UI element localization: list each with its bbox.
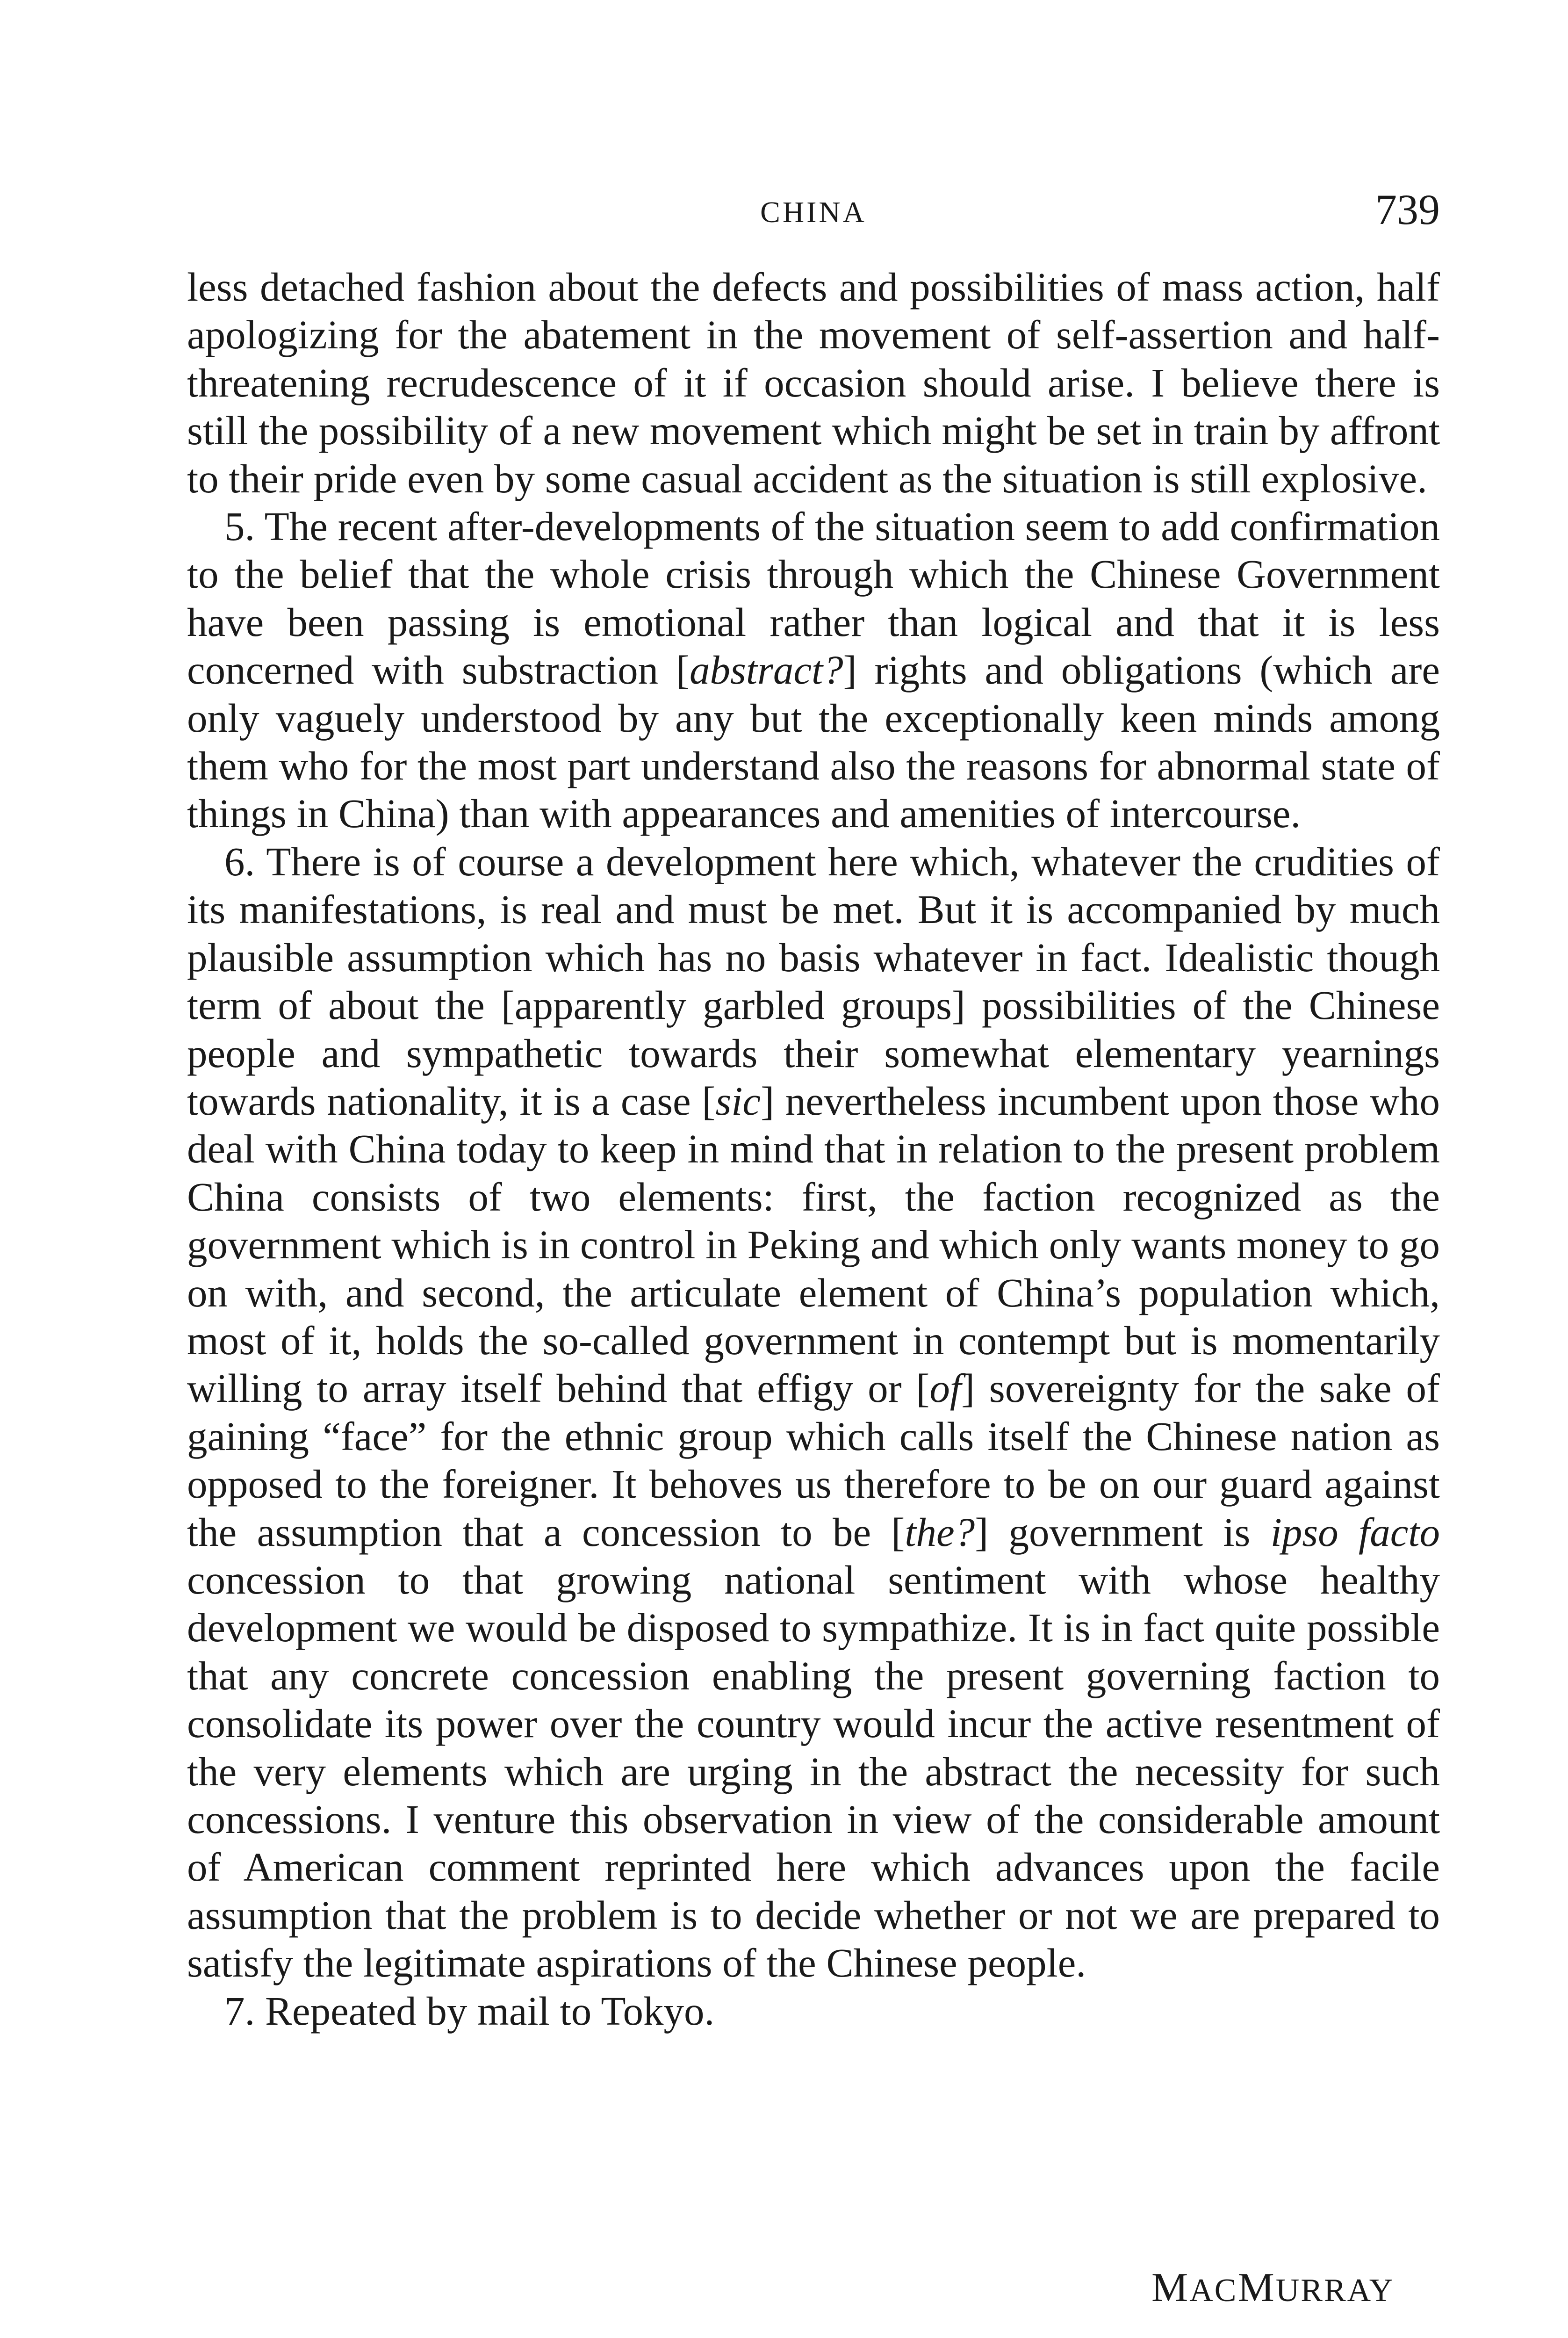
paragraph-6-text-e: concession to that growing national sentiment with whose healthy development we would be disposed to sympathize. It is in fact quite possible that any concrete concession enabling the present governing faction to consolidate its power over the country would incur the active resentment of the very elements which are urging in the abstract the necessity for such concessions. I venture this observation in view of the considerable amount of American comment reprinted here which advances upon the facile assumption that the problem is to decide whether or not we are prepared to satisfy the legitimate aspirations of the Chinese people.: [187, 1557, 1440, 1986]
paragraph-5-text-b: ] rights and obligations (which are only vaguely understood by any but the exceptionally keen minds among them who for the most part understand also the reasons for abnormal state of things in China) than with appearances and amenities of intercourse.: [187, 647, 1440, 837]
paragraph-5: [187, 503, 1440, 838]
running-head: [187, 185, 1440, 236]
editor-note-of: of: [929, 1365, 962, 1411]
paragraph-6-text-d: ] government is: [975, 1509, 1271, 1555]
signature-initial-2: M: [1237, 2265, 1276, 2310]
signature: [1151, 2264, 1394, 2311]
editor-note-sic: sic: [715, 1078, 761, 1124]
paragraph-7: 7. Repeated by mail to Tokyo.: [224, 1988, 715, 2034]
editor-note-abstract: abstract?: [689, 647, 843, 693]
signature-small-caps-2: URRAY: [1275, 2273, 1395, 2309]
paragraph-6: [187, 838, 1440, 1987]
paragraph-6-text-c: ] sovereignty for the sake of gaining “face” for the ethnic group which calls itself the Chinese nation as opposed to the foreigner. It behoves us therefore to be on our guard against the assumption that a concession to be [: [187, 1365, 1440, 1555]
paragraph-5-text-a: 5. The recent after-developments of the situation seem to add confirmation to the belief that the whole crisis through which the Chinese Government have been passing is emotional rather than logical and that it is less concerned with substraction [: [187, 504, 1440, 693]
page-number: 739: [1375, 186, 1440, 233]
running-title: CHINA: [760, 195, 867, 229]
body-text: [187, 263, 1440, 2035]
italic-ipso-facto: ipso facto: [1270, 1509, 1440, 1555]
paragraph-6-text-b: ] nevertheless incumbent upon those who deal with China today to keep in mind that in relation to the present problem China consists of two elements: first, the faction recognized as the government which is in control in Peking and which only wants money to go on with, and second, the articulate element of China’s population which, most of it, holds the so-called government in contempt but is momentarily willing to array itself behind that effigy or [: [187, 1078, 1440, 1411]
signature-initial-1: M: [1151, 2265, 1190, 2310]
paragraph-4-continuation: less detached fashion about the defects and possibilities of mass action, half apologizing for the abatement in the movement of self-assertion and half-threatening recrudescence of it if occasion should arise. I believe there is still the possibility of a new movement which might be set in train by affront to their pride even by some casual accident as the situation is still explosive.: [187, 264, 1440, 501]
signature-small-caps-1: AC: [1189, 2273, 1238, 2309]
paragraph-6-text-a: 6. There is of course a development here which, whatever the crudities of its manifestations, is real and must be met. But it is accompanied by much plausible assumption which has no basis whatever in fact. Idealistic though term of about the [apparently garbled groups] possibilities of the Chinese people and sympathetic towards their somewhat elementary yearnings towards nationality, it is a case [: [187, 838, 1440, 1124]
editor-note-the: the?: [905, 1509, 975, 1555]
